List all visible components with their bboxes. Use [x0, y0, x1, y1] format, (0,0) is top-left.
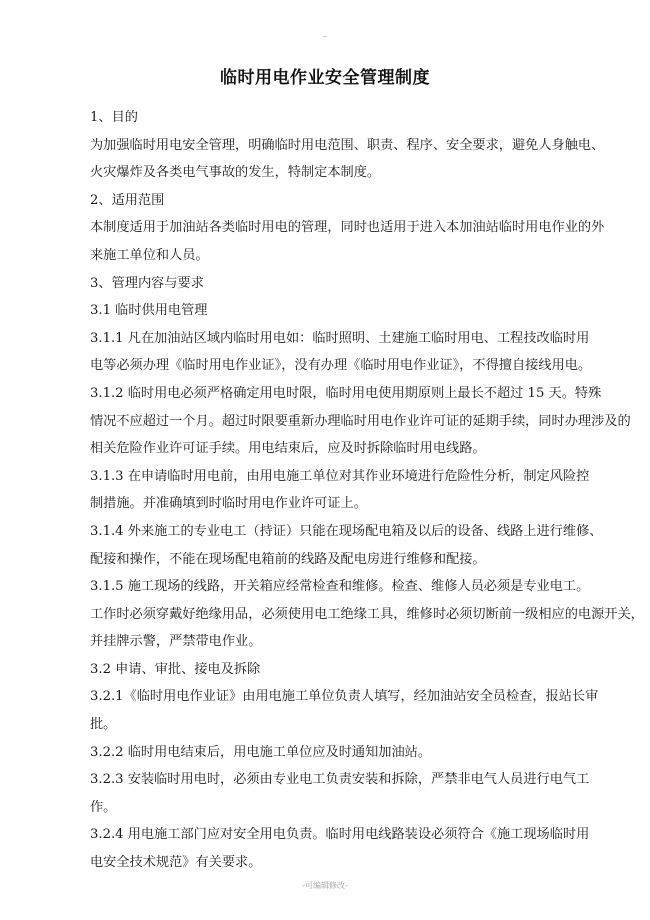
paragraph-line: 3.1.3 在申请临时用电前，由用电施工单位对其作业环境进行危险性分析，制定风险控: [90, 468, 590, 484]
paragraph: [88, 214, 604, 269]
paragraph: [88, 518, 604, 573]
page-top-mark: [323, 36, 327, 37]
document-title: 临时用电作业安全管理制度: [220, 68, 430, 88]
paragraph-line: 3.2.2 临时用电结束后，用电施工单位应及时通知加油站。: [90, 744, 432, 760]
paragraph: [88, 463, 604, 518]
paragraph: [88, 380, 631, 463]
paragraph: [88, 573, 644, 656]
paragraph-line: 电等必须办理《临时用电作业证》，没有办理《临时用电作业证》，不得擅自接线用电。: [90, 358, 592, 374]
paragraph-line: 来施工单位和人员。: [90, 247, 209, 263]
paragraph-line: 3.2.3 安装临时用电时，必须由专业电工负责安装和拆除，严禁非电气人员进行电气工: [90, 772, 590, 788]
section-heading: 2、适用范围: [90, 192, 165, 208]
paragraph-line: 批。: [90, 717, 117, 733]
section-heading: 3、管理内容与要求: [90, 275, 204, 291]
paragraph: [88, 325, 604, 380]
paragraph-line: 本制度适用于加油站各类临时用电的管理，同时也适用于进入本加油站临时用电作业的外: [90, 220, 605, 236]
paragraph-line: 为加强临时用电安全管理，明确临时用电范围、职责、程序、安全要求，避免人身触电、: [90, 137, 605, 153]
paragraph-line: 情况不应超过一个月。超过时限要重新办理临时用电作业许可证的延期手续，同时办理涉及的: [90, 413, 631, 429]
paragraph-line: 制措施。并准确填到时临时用电作业许可证上。: [90, 496, 367, 512]
paragraph: [88, 132, 604, 187]
paragraph: [88, 683, 604, 738]
paragraph-line: 3.2.1《临时用电作业证》由用电施工单位负责人填写，经加油站安全员检查，报站长审: [90, 689, 599, 705]
paragraph: [88, 821, 604, 876]
paragraph-line: 3.2.4 用电施工部门应对安全用电负责。临时用电线路装设必须符合《施工现场临时用: [90, 827, 590, 843]
paragraph-line: 配接和操作，不能在现场配电箱前的线路及配电房进行维修和配接。: [90, 551, 486, 567]
section-heading: 3.2 申请、审批、接电及拆除: [90, 661, 261, 677]
paragraph-line: 3.1.5 施工现场的线路，开关箱应经常检查和维修。检查、维修人员必须是专业电工。: [90, 579, 590, 595]
paragraph-line: 工作时必须穿戴好绝缘用品，必须使用电工绝缘工具，维修时必须切断前一级相应的电源开关，: [90, 606, 644, 622]
paragraph-line: 相关危险作业许可证手续。用电结束后，应及时拆除临时用电线路。: [90, 441, 486, 457]
paragraph-line: 并挂牌示警，严禁带电作业。: [90, 634, 262, 650]
paragraph-line: 火灾爆炸及各类电气事故的发生，特制定本制度。: [90, 165, 381, 181]
paragraph-line: 电安全技术规范》有关要求。: [90, 855, 262, 871]
paragraph-line: 作。: [90, 799, 117, 815]
paragraph: [88, 739, 604, 767]
section-heading: 1、目的: [90, 110, 138, 125]
paragraph: [88, 766, 604, 821]
document-body: [88, 104, 644, 877]
page-footer: -可编辑修改-: [302, 881, 348, 890]
paragraph-line: 3.1.2 临时用电必须严格确定用电时限，临时用电使用期原则上最长不超过 15 天。特殊: [90, 385, 602, 401]
paragraph-line: 3.1.1 凡在加油站区域内临时用电如：临时照明、土建施工临时用电、工程技改临时用: [90, 330, 590, 346]
paragraph-line: 3.1.4 外来施工的专业电工（持证）只能在现场配电箱及以后的设备、线路上进行维修、: [90, 523, 603, 539]
section-heading: 3.1 临时供用电管理: [90, 303, 208, 319]
